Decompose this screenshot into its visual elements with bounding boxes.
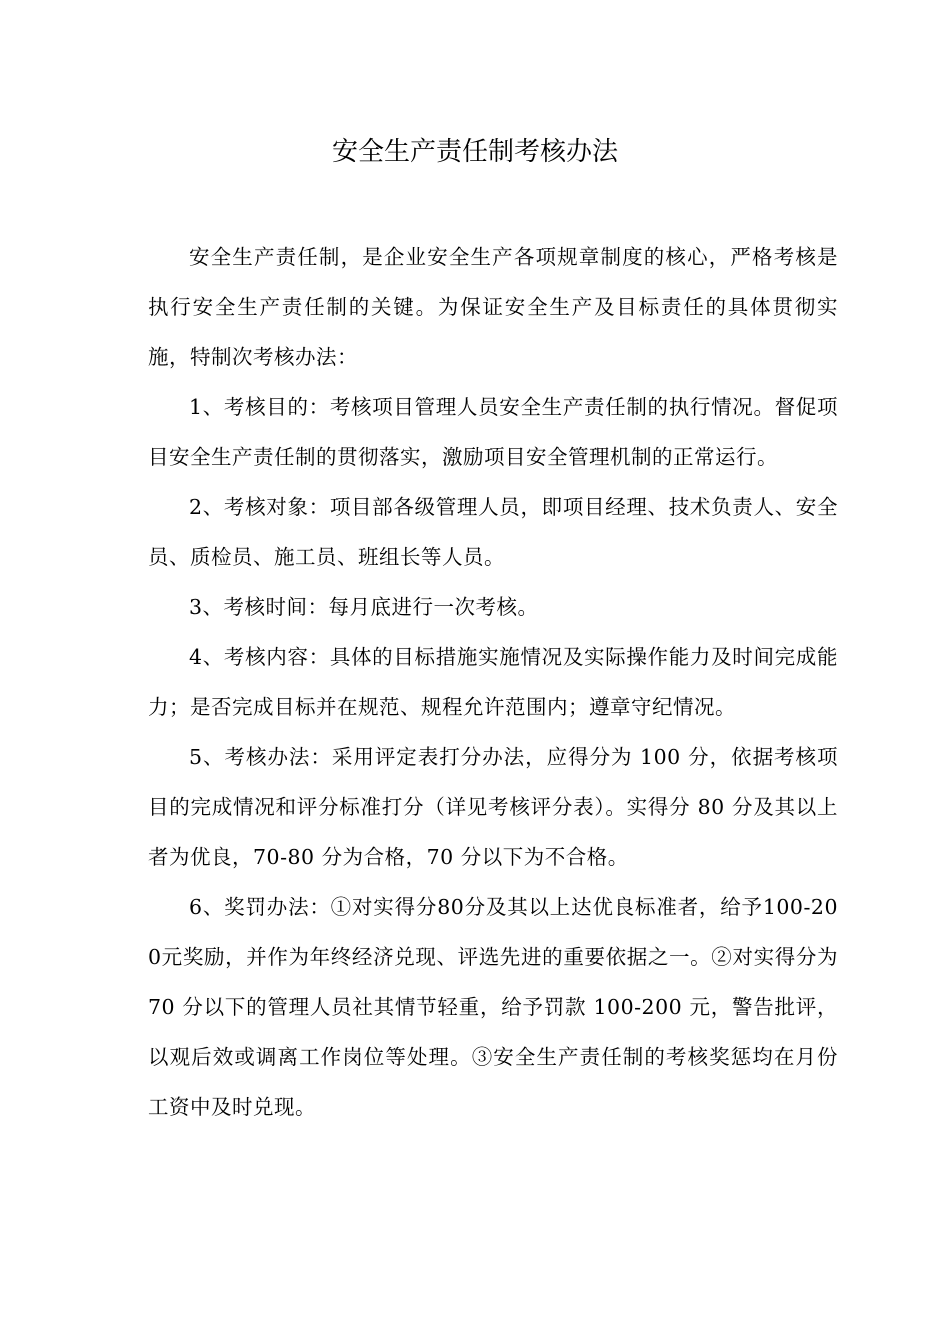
document-body bbox=[148, 232, 838, 1132]
section-purpose: 1、考核目的：考核项目管理人员安全生产责任制的执行情况。督促项目安全生产责任制的贯彻落实，激励项目安全管理机制的正常运行。 bbox=[148, 395, 838, 469]
section-content: 4、考核内容：具体的目标措施实施情况及实际操作能力及时间完成能力；是否完成目标并在规范、规程允许范围内；遵章守纪情况。 bbox=[148, 645, 838, 719]
section-time: 3、考核时间：每月底进行一次考核。 bbox=[189, 595, 539, 619]
intro-paragraph: 安全生产责任制，是企业安全生产各项规章制度的核心，严格考核是执行安全生产责任制的关键。为保证安全生产及目标责任的具体贯彻实施，特制次考核办法： bbox=[148, 245, 838, 369]
section-method: 5、考核办法：采用评定表打分办法，应得分为 100 分，依据考核项目的完成情况和评分标准打分（详见考核评分表）。实得分 80 分及其以上者为优良，70-80 分为合格，70 分以下为不合格。 bbox=[148, 745, 838, 869]
section-targets: 2、考核对象：项目部各级管理人员，即项目经理、技术负责人、安全员、质检员、施工员、班组长等人员。 bbox=[148, 495, 838, 569]
section-rewards-penalties: 6、奖罚办法：①对实得分80分及其以上达优良标准者，给予100-200元奖励，并作为年终经济兑现、评选先进的重要依据之一。②对实得分为 70 分以下的管理人员社其情节轻重，给予罚款 100-200 元，警告批评，以观后效或调离工作岗位等处理。③安全生产责任制的考核奖惩均在月份工资中及时兑现。 bbox=[148, 895, 838, 1119]
page-title: 安全生产责任制考核办法 bbox=[331, 137, 618, 167]
